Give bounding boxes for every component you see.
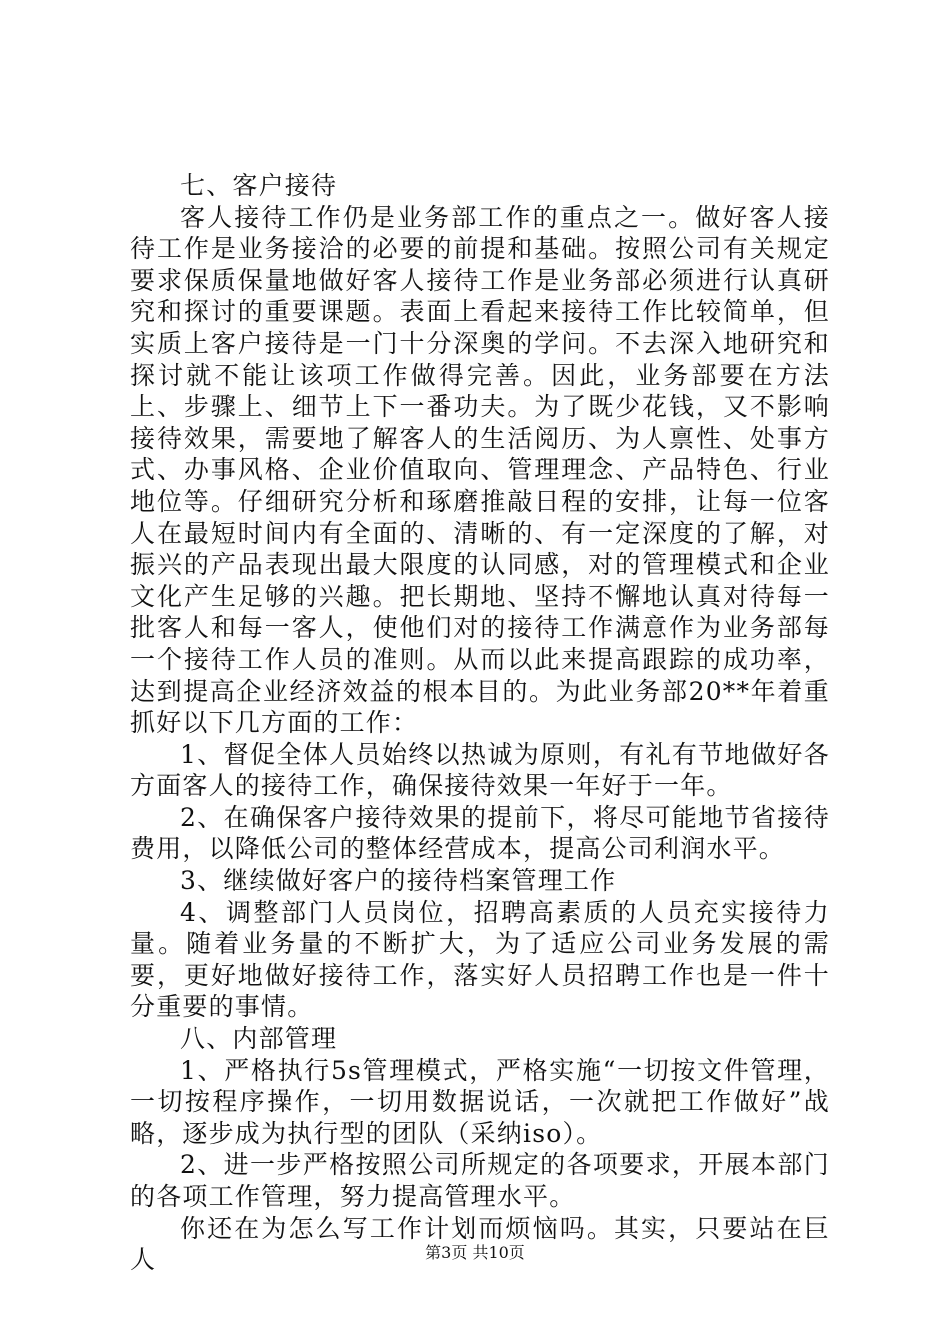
page-number-footer: 第3页 共10页 <box>425 1243 525 1262</box>
document-body <box>130 170 830 1276</box>
reception-intro-paragraph: 客人接待工作仍是业务部工作的重点之一。做好客人接待工作是业务接洽的必要的前提和基础。按照公司有关规定要求保质保量地做好客人接待工作是业务部必须进行认真研究和探讨的重要课题。表面上看起来接待工作比较简单，但实质上客户接待是一门十分深奥的学问。不去深入地研究和探讨就不能让该项工作做得完善。因此，业务部要在方法上、步骤上、细节上下一番功夫。为了既少花钱，又不影响接待效果，需要地了解客人的生活阅历、为人禀性、处事方式、办事风格、企业价值取向、管理理念、产品特色、行业地位等。仔细研究分析和琢磨推敲日程的安排，让每一位客人在最短时间内有全面的、清晰的、有一定深度的了解，对振兴的产品表现出最大限度的认同感，对的管理模式和企业文化产生足够的兴趣。把长期地、坚持不懈地认真对待每一批客人和每一客人，使他们对的接待工作满意作为业务部每一个接待工作人员的准则。从而以此来提高跟踪的成功率，达到提高企业经济效益的根本目的。为此业务部20**年着重抓好以下几方面的工作： <box>130 202 830 738</box>
reception-item-2: 2、在确保客户接待效果的提前下，将尽可能地节省接待费用，以降低公司的整体经营成本，提高公司利润水平。 <box>130 802 830 864</box>
management-item-1: 1、严格执行5s管理模式，严格实施“一切按文件管理，一切按程序操作，一切用数据说话，一次就把工作做好”战略，逐步成为执行型的团队（采纳iso）。 <box>130 1055 830 1148</box>
closing-paragraph: 你还在为怎么写工作计划而烦恼吗。其实，只要站在巨人 <box>130 1213 830 1275</box>
section-heading-customer-reception: 七、客户接待 <box>180 171 338 200</box>
reception-item-4: 4、调整部门人员岗位，招聘高素质的人员充实接待力量。随着业务量的不断扩大，为了适应公司业务发展的需要，更好地做好接待工作，落实好人员招聘工作也是一件十分重要的事情。 <box>130 897 830 1022</box>
section-heading-internal-management: 八、内部管理 <box>180 1024 338 1054</box>
reception-item-1: 1、督促全体人员始终以热诚为原则，有礼有节地做好各方面客人的接待工作，确保接待效果一年好于一年。 <box>130 739 830 801</box>
management-item-2: 2、进一步严格按照公司所规定的各项要求，开展本部门的各项工作管理，努力提高管理水平。 <box>130 1150 830 1211</box>
reception-item-3: 3、继续做好客户的接待档案管理工作 <box>180 866 617 896</box>
